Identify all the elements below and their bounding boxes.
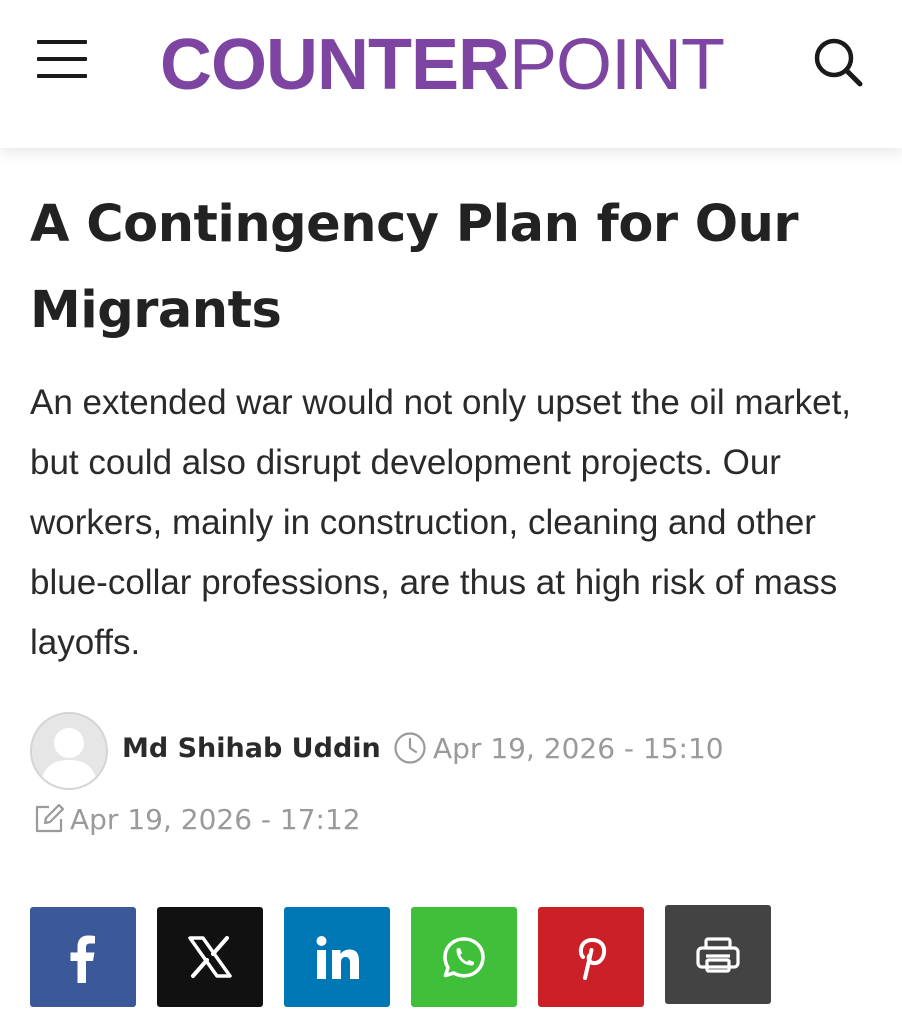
author-avatar[interactable]: [30, 712, 108, 790]
published-date: Apr 19, 2026 - 15:10: [433, 732, 724, 765]
share-x-button[interactable]: [157, 907, 263, 1007]
share-facebook-button[interactable]: [30, 907, 136, 1007]
print-button[interactable]: [665, 905, 771, 1004]
article-title: A Contingency Plan for Our Migrants: [30, 195, 799, 340]
share-whatsapp-button[interactable]: [411, 907, 517, 1007]
updated-date: Apr 19, 2026 - 17:12: [70, 803, 361, 836]
logo-bold-text: COUNTER: [160, 25, 509, 105]
logo-light-text: POINT: [509, 25, 725, 105]
site-header: [0, 0, 902, 148]
hamburger-menu-icon[interactable]: [34, 34, 90, 84]
edit-icon: [32, 802, 66, 836]
share-linkedin-button[interactable]: [284, 907, 390, 1007]
clock-icon: [393, 731, 427, 765]
share-pinterest-button[interactable]: [538, 907, 644, 1007]
site-logo[interactable]: [160, 22, 724, 108]
author-name[interactable]: Md Shihab Uddin: [122, 733, 381, 764]
article-summary: An extended war would not only upset the oil market, but could also disrupt development projects. Our workers, mainly in construction, cleaning and other blue-collar professions, are thus at high risk of mass layoffs.: [30, 383, 852, 662]
default-user-avatar-icon: [32, 714, 106, 788]
search-icon[interactable]: [808, 30, 868, 90]
